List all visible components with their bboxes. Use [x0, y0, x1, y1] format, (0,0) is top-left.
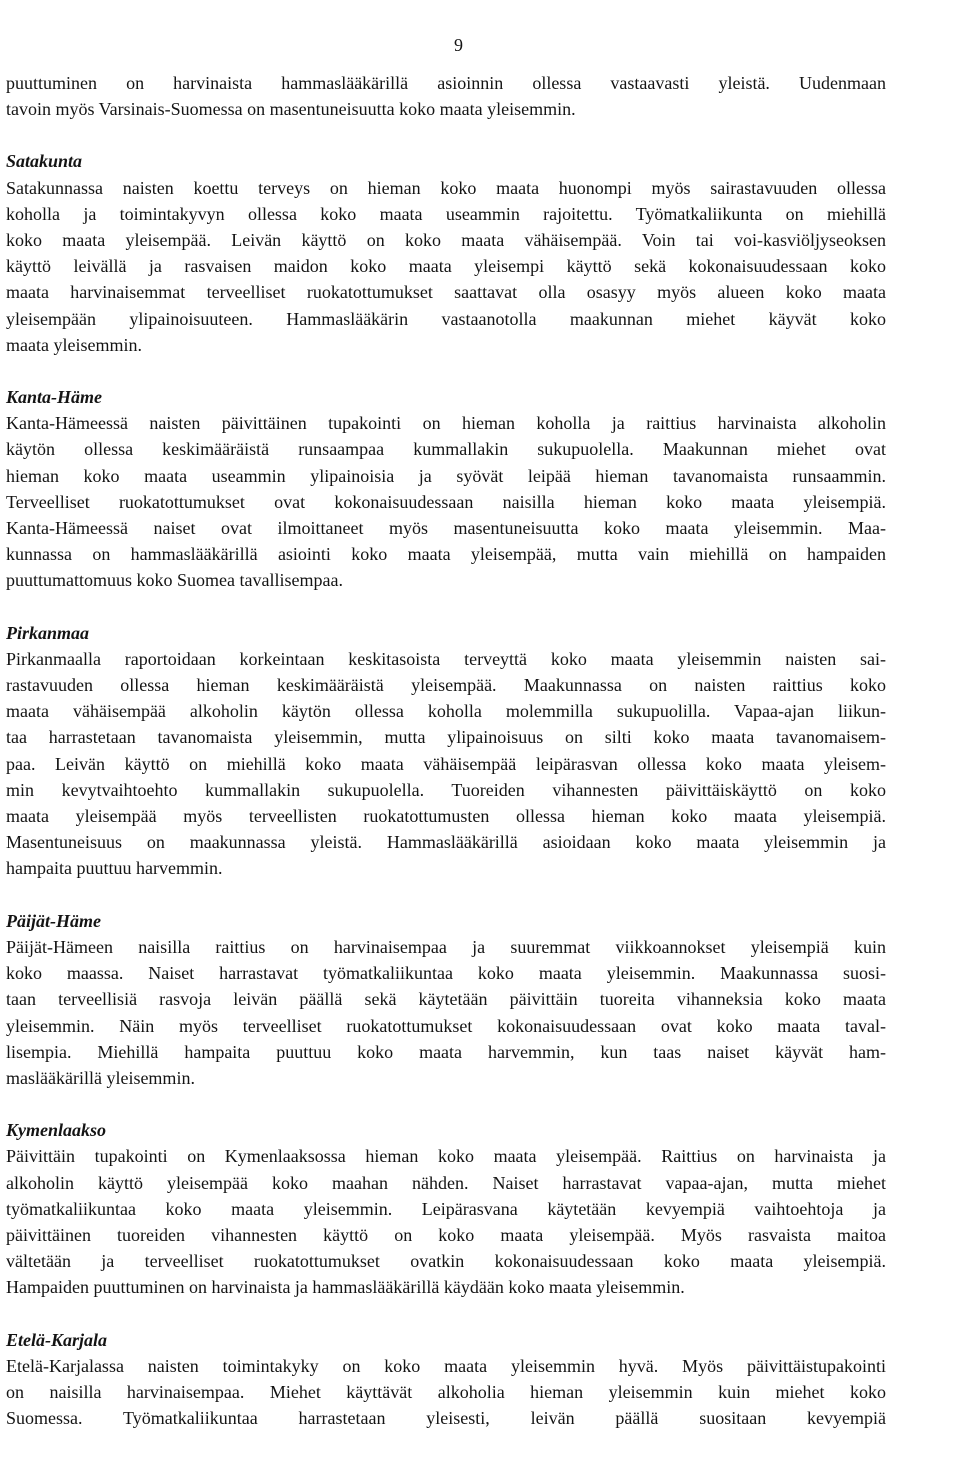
section-paijat-hame	[6, 908, 886, 1091]
text-line: koholla ja toimintakyvyn ollessa koko maata useammin rajoitettu. Työmatkaliikunta on miehillä	[6, 203, 886, 224]
section-pirkanmaa	[6, 620, 886, 882]
text-line: rastavuuden ollessa hieman keskimääräistä yleisempää. Maakunnassa on naisten raittius koko	[6, 675, 886, 696]
section-paragraph	[6, 646, 886, 882]
section-heading: Pirkanmaa	[6, 622, 90, 643]
text-line: alkoholin käyttö yleisempää koko maahan nähden. Naiset harrastavat vapaa-ajan, mutta miehet	[6, 1172, 886, 1193]
text-line: hampaita puuttuu harvemmin.	[6, 858, 223, 879]
section-heading: Päijät-Häme	[6, 910, 101, 931]
section-paragraph	[6, 1143, 886, 1300]
text-line: lisempia. Miehillä hampaita puuttuu koko maata harvemmin, kun taas naiset käyvät ham-	[6, 1041, 886, 1062]
section-paragraph	[6, 410, 886, 593]
section-heading: Kanta-Häme	[6, 387, 103, 408]
text-line: taan terveellisiä rasvoja leivän päällä sekä käytetään päivittäin tuoreita vihanneksia koko maata	[6, 989, 886, 1010]
text-line: maata yleisempää myös terveellisten ruokatottumusten ollessa hieman koko maata yleisempiä.	[6, 806, 886, 827]
text-line: kunnassa on hammaslääkärillä asiointi koko maata yleisempää, mutta vain miehillä on hampaiden	[6, 544, 886, 565]
text-line: maata yleisemmin.	[6, 334, 142, 355]
section-heading: Kymenlaakso	[6, 1120, 107, 1141]
text-line: Suomessa. Työmatkaliikuntaa harrastetaan yleisesti, leivän päällä suositaan kevyempiä	[6, 1408, 886, 1429]
section-heading: Etelä-Karjala	[6, 1329, 108, 1350]
text-line: maata harvinaisemmat terveelliset ruokatottumukset saattavat olla osasyy myös alueen koko maata	[6, 282, 886, 303]
text-line: yleisemmin. Näin myös terveelliset ruokatottumukset kokonaisuudessaan ovat koko maata taval-	[6, 1015, 886, 1036]
text-line: vältetään ja terveelliset ruokatottumukset ovatkin kokonaisuudessaan koko maata yleisempiä.	[6, 1251, 886, 1272]
text-line: työmatkaliikuntaa koko maata yleisemmin. Leipärasvana käytetään kevyempiä vaihtoehtoja ja	[6, 1198, 886, 1219]
text-line: Satakunnassa naisten koettu terveys on hieman koko maata huonompi myös sairastavuuden ollessa	[6, 177, 886, 198]
section-etela-karjala	[6, 1327, 886, 1432]
text-line: Masentuneisuus on maakunnassa yleistä. Hammaslääkärillä asioidaan koko maata yleisemmin ja	[6, 832, 886, 853]
text-line: Kanta-Hämeessä naiset ovat ilmoittaneet myös masentuneisuutta koko maata yleisemmin. Maa-	[6, 518, 886, 539]
text-line: Terveelliset ruokatottumukset ovat kokonaisuudessaan naisilla hieman koko maata yleisempiä.	[6, 491, 886, 512]
text-line: Etelä-Karjalassa naisten toimintakyky on koko maata yleisemmin hyvä. Myös päivittäistupakointi	[6, 1355, 886, 1376]
text-line: on naisilla harvinaisempaa. Miehet käyttävät alkoholia hieman yleisemmin kuin miehet koko	[6, 1381, 886, 1402]
page-number: 9	[454, 35, 463, 55]
text-line: käytön ollessa keskimääräistä runsaampaa kummallakin sukupuolella. Maakunnan miehet ovat	[6, 439, 886, 460]
text-line: koko maassa. Naiset harrastavat työmatkaliikuntaa koko maata yleisemmin. Maakunnassa suosi-	[6, 963, 886, 984]
section-kanta-hame	[6, 384, 886, 594]
text-line: tavoin myös Varsinais-Suomessa on masentuneisuutta koko maata yleisemmin.	[6, 99, 576, 120]
text-line: maata vähäisempää alkoholin käytön ollessa koholla molemmilla sukupuolilla. Vapaa-ajan liikun-	[6, 701, 886, 722]
section-paragraph	[6, 1353, 886, 1432]
section-heading: Satakunta	[6, 151, 83, 172]
text-line: hieman koko maata useammin ylipainoisia ja syövät leipää hieman tavanomaista runsaammin.	[6, 465, 886, 486]
text-line: maslääkärillä yleisemmin.	[6, 1067, 195, 1088]
text-line: Päivittäin tupakointi on Kymenlaaksossa hieman koko maata yleisempää. Raittius on harvinaista ja	[6, 1146, 886, 1167]
text-line: Hampaiden puuttuminen on harvinaista ja hammaslääkärillä käydään koko maata yleisemmin.	[6, 1277, 685, 1298]
text-line: yleisempään ylipainoisuuteen. Hammaslääkärin vastaanotolla maakunnan miehet käyvät koko	[6, 308, 886, 329]
text-line: min kevytvaihtoehto kummallakin sukupuolella. Tuoreiden vihannesten päivittäiskäyttö on koko	[6, 779, 886, 800]
section-paragraph	[6, 934, 886, 1091]
text-line: puuttuminen on harvinaista hammaslääkärillä asioinnin ollessa vastaavasti yleistä. Uudenmaan	[6, 73, 886, 93]
text-line: Päijät-Hämeen naisilla raittius on harvinaisempaa ja suuremmat viikkoannokset yleisempiä kuin	[6, 936, 886, 957]
document-body	[6, 70, 886, 1431]
text-line: käyttö leivällä ja rasvaisen maidon koko maata yleisempi käyttö sekä kokonaisuudessaan koko	[6, 256, 886, 277]
text-line: paa. Leivän käyttö on miehillä koko maata vähäisempää leipärasvan ollessa koko maata yleisem-	[6, 753, 886, 774]
text-line: Kanta-Hämeessä naisten päivittäinen tupakointi on hieman koholla ja raittius harvinaista alkoholin	[6, 413, 886, 434]
text-line: taa harrastetaan tavanomaista yleisemmin, mutta ylipainoisuus on silti koko maata tavanomaisem-	[6, 727, 886, 748]
section-kymenlaakso	[6, 1117, 886, 1300]
text-line: päivittäinen tuoreiden vihannesten käyttö on koko maata yleisempää. Myös rasvaista maitoa	[6, 1224, 886, 1245]
section-satakunta	[6, 148, 886, 358]
text-line: puuttumattomuus koko Suomea tavallisempaa.	[6, 570, 343, 591]
text-line: koko maata yleisempää. Leivän käyttö on koko maata vähäisempää. Voin tai voi-kasviöljyseoksen	[6, 230, 886, 251]
intro-paragraph	[6, 70, 886, 122]
text-line: Pirkanmaalla raportoidaan korkeintaan keskitasoista terveyttä koko maata yleisemmin naisten sai-	[6, 648, 886, 669]
section-paragraph	[6, 175, 886, 358]
